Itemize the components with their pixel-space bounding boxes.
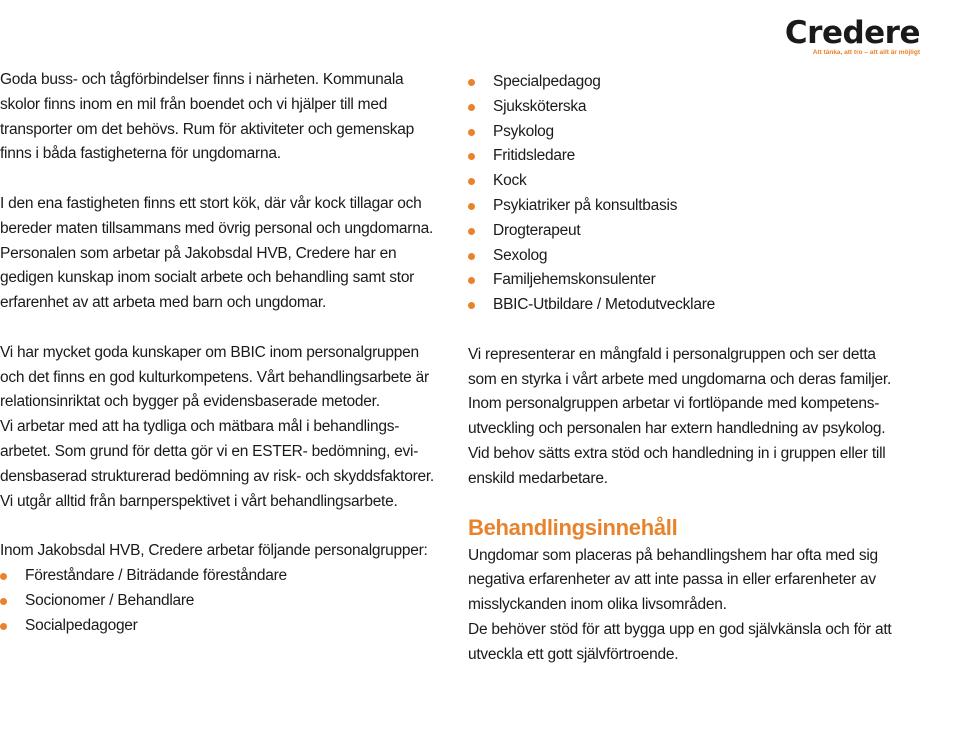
bullet-icon bbox=[468, 203, 475, 210]
text-line: erfarenhet av att arbeta med barn och ungdomar. bbox=[0, 294, 327, 312]
text-line: Vi utgår alltid från barnperspektivet i vårt behandlingsarbete. bbox=[0, 492, 398, 510]
text-line: Goda buss- och tågförbindelser finns i närheten. Kommunala bbox=[0, 71, 404, 88]
text-line: Ungdomar som placeras på behandlingshem har ofta med sig bbox=[468, 546, 878, 564]
bullet-icon bbox=[0, 598, 7, 605]
list-item: Drogterapeut bbox=[468, 219, 938, 244]
credere-logo bbox=[785, 16, 920, 57]
logo-tagline: Att tänka, att tro – att allt är möjligt bbox=[812, 49, 920, 56]
list-item: Psykiatriker på konsultbasis bbox=[468, 194, 938, 219]
text-line: utveckling och personalen har extern handledning av psykolog. bbox=[468, 420, 886, 438]
text-line: utveckla ett gott självförtroende. bbox=[468, 645, 679, 663]
list-item: Sexolog bbox=[468, 244, 938, 269]
text-line: I den ena fastigheten finns ett stort kök, där vår kock tillagar och bbox=[0, 194, 422, 212]
text-line: densbaserad strukturerad bedömning av risk- och skyddsfaktorer. bbox=[0, 467, 434, 485]
bullet-icon bbox=[0, 623, 7, 630]
logo-wordmark: Credere bbox=[784, 15, 920, 51]
text-line: och det finns en god kulturkompetens. Vårt behandlingsarbete är bbox=[0, 368, 429, 386]
text-line: bereder maten tillsammans med övrig personal och ungdomarna. bbox=[0, 219, 434, 237]
left-column bbox=[0, 68, 445, 638]
bullet-icon bbox=[468, 104, 475, 111]
list-item: Sjuksköterska bbox=[468, 95, 938, 120]
bullet-icon bbox=[468, 302, 475, 309]
text-line: negativa erfarenheter av att inte passa in eller erfarenheter av bbox=[468, 571, 876, 589]
bullet-icon bbox=[468, 153, 475, 160]
text-line: skolor finns inom en mil från boendet och vi hjälper till med bbox=[0, 95, 388, 113]
list-item: Socialpedagoger bbox=[0, 614, 445, 639]
right-column bbox=[468, 70, 938, 668]
paragraph-kitchen-staff bbox=[0, 192, 445, 316]
list-item: Familjehemskonsulenter bbox=[468, 268, 938, 293]
text-line: finns i båda fastigheterna för ungdomarna. bbox=[0, 145, 281, 163]
text-line: Personalen som arbetar på Jakobsdal HVB, Credere har en bbox=[0, 244, 397, 262]
list-item: Psykolog bbox=[468, 120, 938, 145]
text-line: som en styrka i vårt arbete med ungdomarna och deras familjer. bbox=[468, 370, 892, 388]
text-line: Inom Jakobsdal HVB, Credere arbetar följande personalgrupper: bbox=[0, 542, 428, 560]
section-heading: Behandlingsinnehåll bbox=[468, 514, 678, 540]
text-line: enskild medarbetare. bbox=[468, 469, 608, 487]
text-line: Inom personalgruppen arbetar vi fortlöpande med kompetens- bbox=[468, 395, 880, 413]
bullet-icon bbox=[468, 277, 475, 284]
text-line: Vi har mycket goda kunskaper om BBIC inom personalgruppen bbox=[0, 343, 419, 361]
staff-groups-list bbox=[0, 564, 445, 638]
bullet-icon bbox=[468, 178, 475, 185]
paragraph-transport bbox=[0, 68, 445, 167]
text-line: De behöver stöd för att bygga upp en god självkänsla och för att bbox=[468, 620, 892, 638]
list-item: Specialpedagog bbox=[468, 70, 938, 95]
text-line: transporter om det behövs. Rum för aktiviteter och gemenskap bbox=[0, 120, 415, 138]
paragraph-bbic-competence bbox=[0, 341, 445, 515]
paragraph-staff-groups-intro bbox=[0, 539, 445, 564]
bullet-icon bbox=[468, 253, 475, 260]
text-line: gedigen kunskap inom socialt arbete och behandling samt stor bbox=[0, 269, 415, 287]
list-item: Fritidsledare bbox=[468, 144, 938, 169]
list-item: Socionomer / Behandlare bbox=[0, 589, 445, 614]
text-line: arbetet. Som grund för detta gör vi en ESTER- bedömning, evi- bbox=[0, 442, 419, 460]
bullet-icon bbox=[468, 228, 475, 235]
bullet-icon bbox=[468, 79, 475, 86]
professions-list bbox=[468, 70, 938, 318]
paragraph-diversity bbox=[468, 343, 938, 492]
list-item: Föreståndare / Biträdande föreståndare bbox=[0, 564, 445, 589]
text-line: Vid behov sätts extra stöd och handledning in i gruppen eller till bbox=[468, 444, 886, 462]
text-line: Vi arbetar med att ha tydliga och mätbara mål i behandlings- bbox=[0, 418, 400, 436]
list-item: Kock bbox=[468, 169, 938, 194]
bullet-icon bbox=[468, 129, 475, 136]
bullet-icon bbox=[0, 573, 7, 580]
text-line: misslyckanden inom olika livsområden. bbox=[468, 596, 727, 614]
text-line: Vi representerar en mångfald i personalgruppen och ser detta bbox=[468, 345, 876, 363]
paragraph-treatment-content bbox=[468, 544, 938, 668]
text-line: relationsinriktat och bygger på evidensbaserade metoder. bbox=[0, 393, 380, 411]
list-item: BBIC-Utbildare / Metodutvecklare bbox=[468, 293, 938, 318]
